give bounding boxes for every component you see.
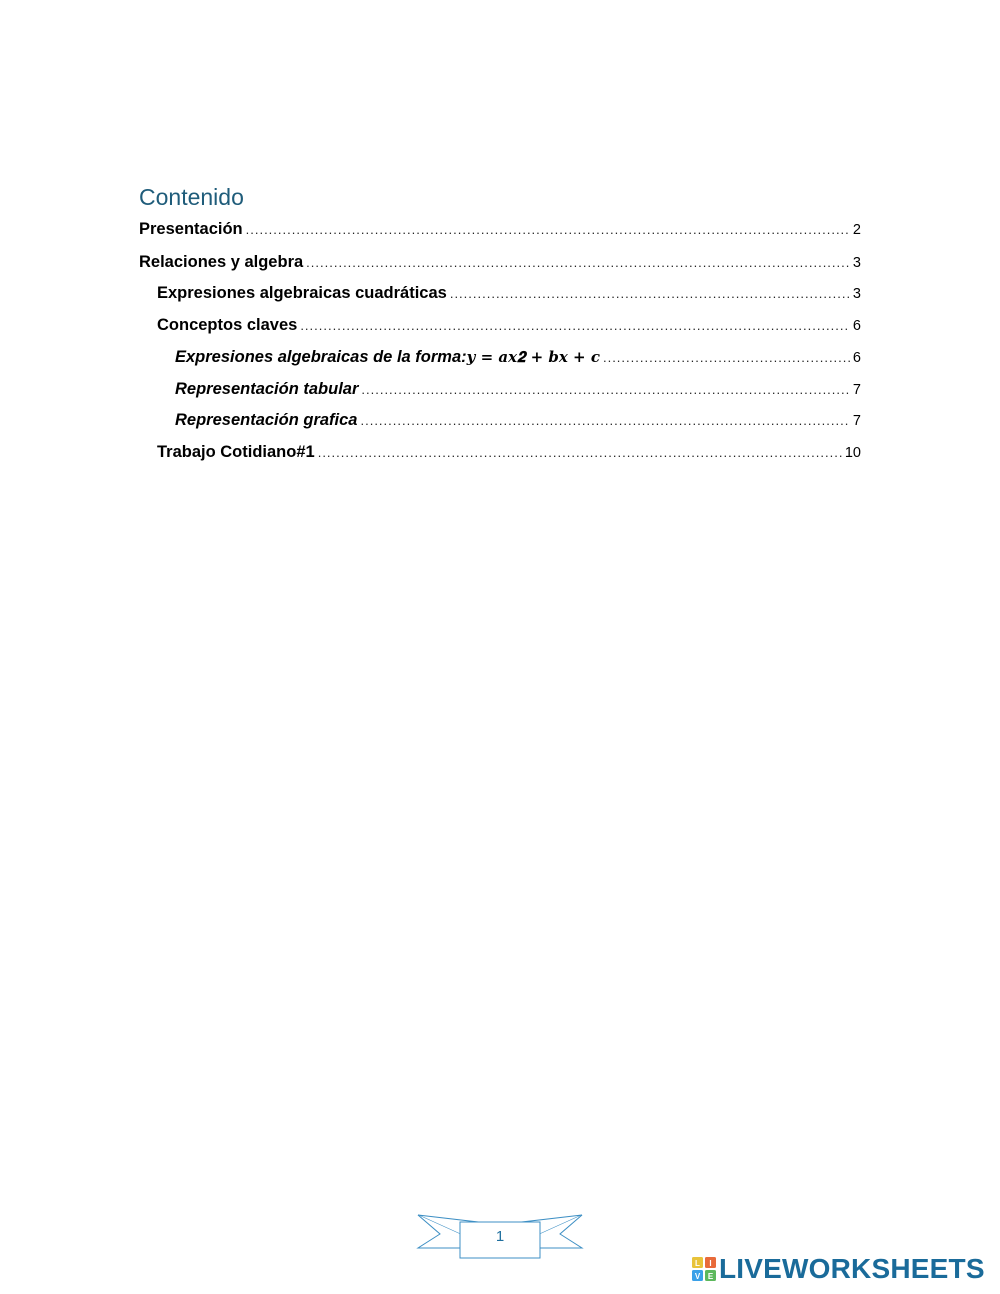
toc-leader-dots [246,219,850,241]
toc-page-number: 7 [852,413,861,429]
toc-entry-formula: 𝒚 = 𝒂𝒙𝟐 + 𝒃𝒙 + 𝒄 [466,348,600,366]
toc-page-number: 2 [852,222,861,238]
toc-entry-label: Expresiones algebraicas de la forma: [175,348,467,366]
toc-entry-trabajo-cotidiano[interactable] [157,441,861,463]
toc-entry-expresiones-cuadraticas[interactable] [157,282,861,304]
liveworksheets-brand[interactable] [692,1254,985,1284]
toc-entry-expresiones-forma[interactable] [175,346,861,368]
toc-leader-dots [603,347,850,369]
toc-entry-label: Trabajo Cotidiano#1 [157,443,315,461]
toc-entry-label: Expresiones algebraicas cuadráticas [157,284,447,302]
toc-entry-presentacion[interactable] [139,218,861,240]
logo-letter: I [709,1259,712,1268]
logo-letter: V [694,1272,701,1281]
logo-letter: E [707,1272,714,1281]
toc-entry-relaciones-y-algebra[interactable] [139,251,861,273]
toc-entry-representacion-tabular[interactable] [175,378,861,400]
toc-entry-label: Relaciones y algebra [139,253,304,271]
toc-page-number: 3 [852,286,861,302]
toc-leader-dots [360,410,849,432]
toc-entry-label: Conceptos claves [157,316,298,334]
toc-entry-label: Presentación [139,220,243,238]
brand-name: LIVEWORKSHEETS [719,1253,985,1284]
toc-leader-dots [450,283,850,305]
toc-page-number: 10 [844,445,861,461]
toc-entry-label: Representación grafica [175,411,358,429]
page-number: 1 [495,1228,505,1245]
liveworksheets-logo-icon [692,1257,716,1281]
toc-entry-representacion-grafica[interactable] [175,409,861,431]
logo-letter: L [695,1259,700,1268]
toc-leader-dots [318,442,842,464]
toc-entry-label: Representación tabular [175,380,359,398]
toc-page-number: 6 [852,350,861,366]
toc-page-number: 3 [852,255,861,271]
toc-page-number: 6 [852,318,861,334]
toc-page-number: 7 [852,382,861,398]
toc-entry-conceptos-claves[interactable] [157,314,861,336]
toc-leader-dots [300,315,850,337]
toc-leader-dots [306,252,850,274]
toc-title: Contenido [139,184,244,210]
toc-leader-dots [361,379,850,401]
